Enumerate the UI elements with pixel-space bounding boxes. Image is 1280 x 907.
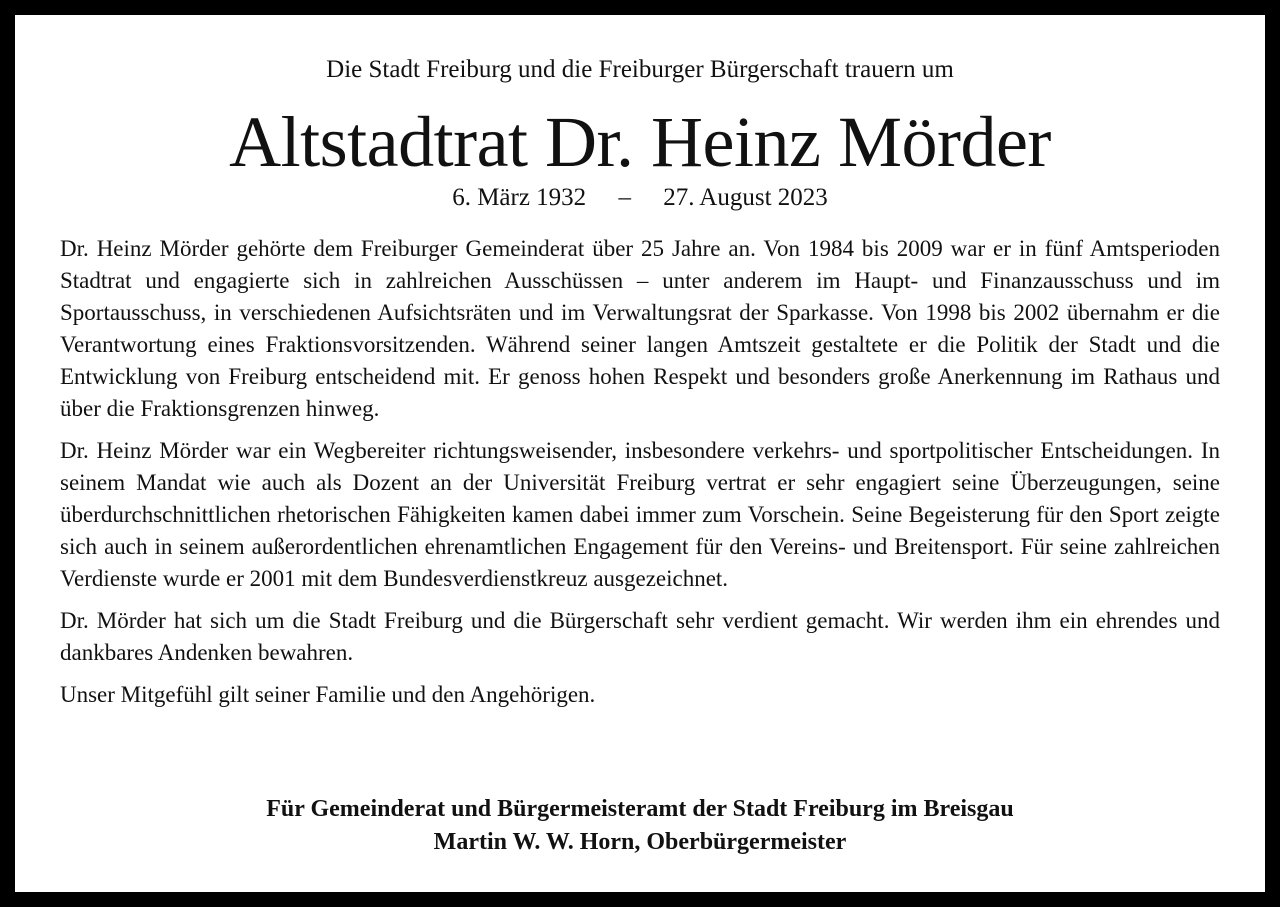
paragraph-career: Dr. Heinz Mörder gehörte dem Freiburger Gemeinderat über 25 Jahre an. Von 1984 bis 2009 war er in fünf Amtsperioden Stadtrat und engagierte sich in zahlreichen Ausschüssen – unter anderem im Haupt- und Finanzausschuss und im Sportausschuss, in verschiedenen Aufsichtsräten und im Verwaltungsrat der Sparkasse. Von 1998 bis 2002 übernahm er die Verantwortung eines Fraktionsvorsitzenden. Während seiner langen Amtszeit gestaltete er die Politik der Stadt und die Entwicklung von Freiburg entscheidend mit. Er genoss hohen Respekt und besonders große Anerkennung im Rathaus und über die Fraktionsgrenzen hinweg. — [60, 236, 1220, 421]
intro-line: Die Stadt Freiburg und die Freiburger Bürgerschaft trauern um — [326, 56, 954, 83]
birth-date: 6. März 1932 — [452, 184, 587, 211]
death-date: 27. August 2023 — [663, 184, 828, 211]
paragraph-condolences: Unser Mitgefühl gilt seiner Familie und den Angehörigen. — [60, 682, 596, 707]
signature-institution: Für Gemeinderat und Bürgermeisteramt der Stadt Freiburg im Breisgau — [266, 796, 1014, 822]
paragraph-achievements: Dr. Heinz Mörder war ein Wegbereiter richtungsweisender, insbesondere verkehrs- und sportpolitischer Entscheidungen. In seinem Mandat wie auch als Dozent an der Universität Freiburg vertrat er sehr engagiert seine Überzeugungen, seine überdurchschnittlichen rhetorischen Fähigkeiten kamen dabei immer zum Vorschein. Seine Begeisterung für den Sport zeigte sich auch in seinem außerordentlichen ehrenamtlichen Engagement für den Vereins- und Breitensport. Für seine zahlreichen Verdienste wurde er 2001 mit dem Bundesverdienstkreuz ausgezeichnet. — [60, 438, 1220, 591]
obituary-body — [60, 233, 1220, 721]
obituary-notice — [15, 15, 1265, 892]
deceased-name: Altstadtrat Dr. Heinz Mörder — [229, 102, 1051, 182]
paragraph-remembrance: Dr. Mörder hat sich um die Stadt Freiburg und die Bürgerschaft sehr verdient gemacht. Wir werden ihm ein ehrendes und dankbares Andenken bewahren. — [60, 608, 1220, 665]
date-separator: – — [618, 184, 631, 211]
signature-mayor: Martin W. W. Horn, Oberbürgermeister — [433, 829, 847, 855]
signature-block — [15, 793, 1265, 859]
life-dates — [15, 183, 1265, 213]
